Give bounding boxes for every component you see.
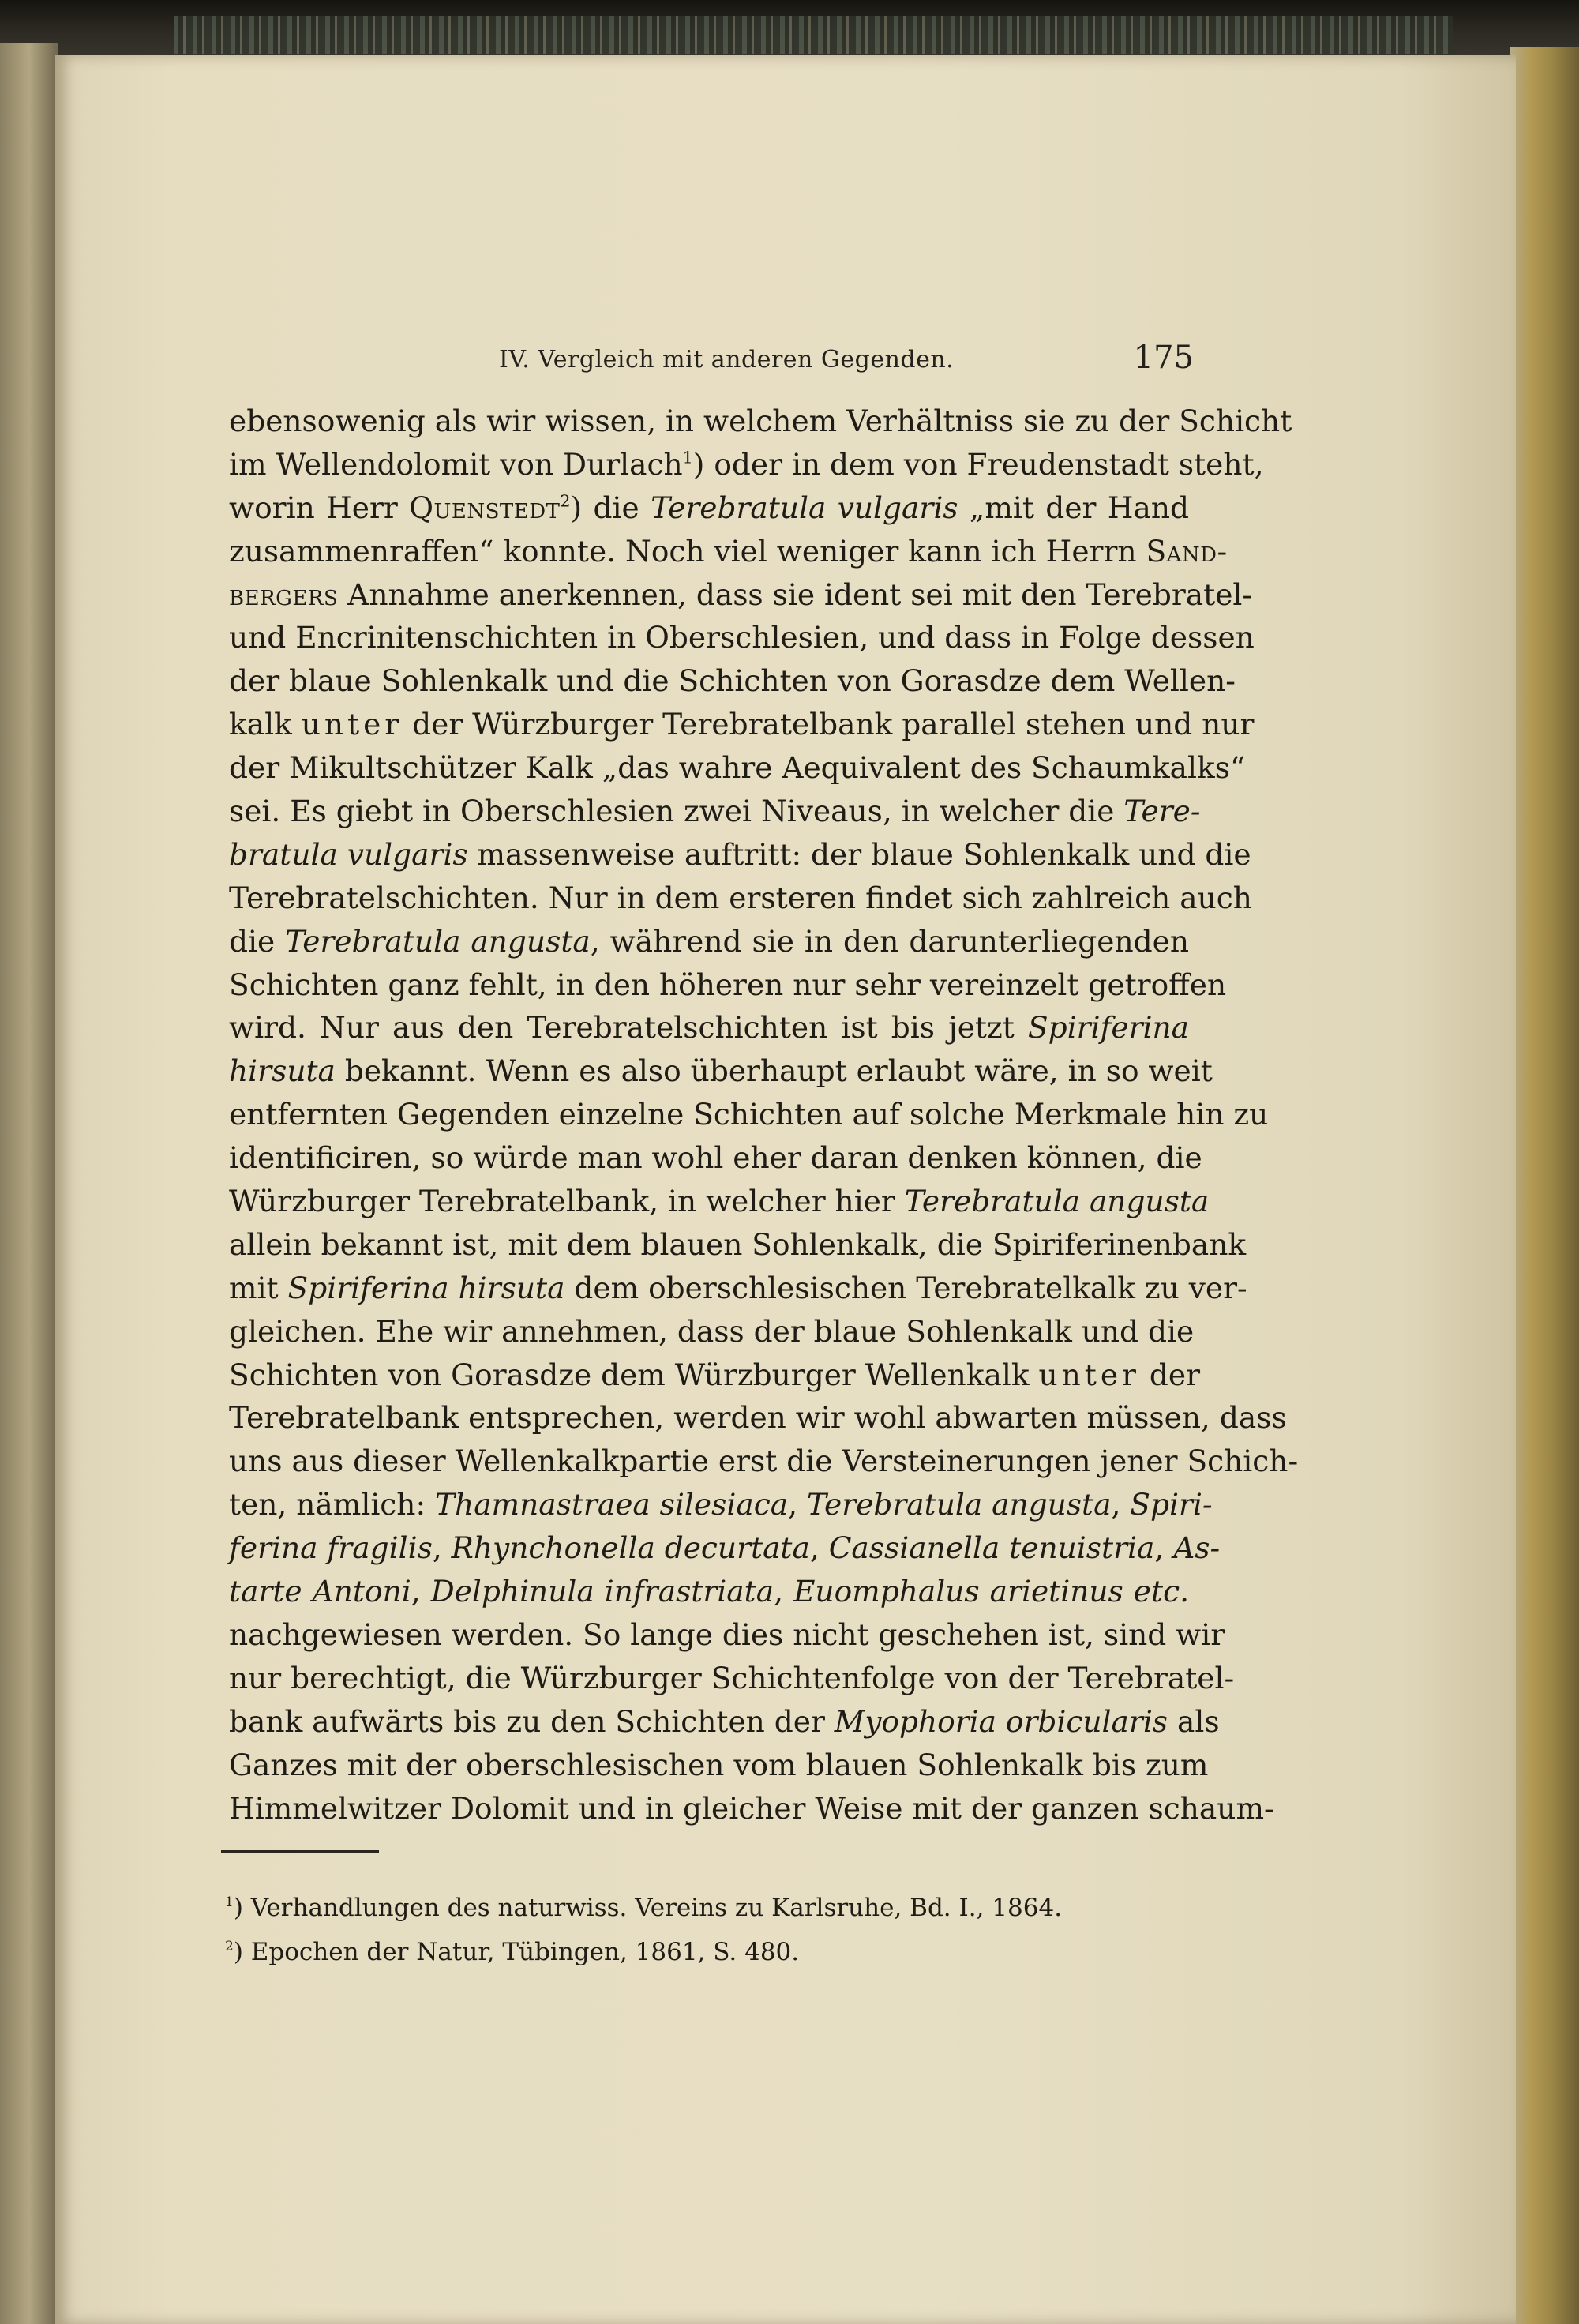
taxon-name: Spiriferina hirsuta [287, 1270, 565, 1305]
text-line: Schichten von Gorasdze dem Würzburger Wellenkalk unter der [229, 1357, 1201, 1392]
text-line: hirsuta bekannt. Wenn es also überhaupt erlaubt wäre, in so weit [229, 1053, 1213, 1089]
emphasis: unter [301, 707, 403, 742]
text-line: bank aufwärts bis zu den Schichten der Myophoria orbicularis als [229, 1703, 1220, 1739]
footnote-ref: 1 [682, 448, 693, 467]
footnote-mark: 1 [225, 1894, 234, 1911]
taxon-name: Cassianella tenuistria [828, 1530, 1155, 1566]
text-line: der Mikultschützer Kalk „das wahre Aequivalent des Schaumkalks“ [229, 750, 1246, 786]
taxon-name: Delphinula infrastriata [430, 1574, 774, 1609]
text-line: wird. Nur aus den Terebratelschichten ist bis jetzt Spiriferina [229, 1010, 1189, 1046]
page-number: 175 [1133, 340, 1194, 376]
text-line: sei. Es giebt in Oberschlesien zwei Niveaus, in welcher die Tere- [229, 794, 1201, 829]
text-line: allein bekannt ist, mit dem blauen Sohlenkalk, die Spiriferinenbank [229, 1226, 1247, 1262]
taxon-name: bratula vulgaris [229, 836, 468, 872]
emphasis: unter [1038, 1357, 1140, 1392]
body-text [229, 400, 1299, 1830]
taxon-name: Euomphalus arietinus etc. [793, 1574, 1189, 1609]
text-line: entfernten Gegenden einzelne Schichten auf solche Merkmale hin zu [229, 1097, 1269, 1132]
text-line: tarte Antoni, Delphinula infrastriata, Euomphalus arietinus etc. [229, 1574, 1189, 1609]
footnotes [225, 1886, 1172, 1974]
taxon-name: Spiriferina [1027, 1010, 1189, 1046]
text-line: nur berechtigt, die Würzburger Schichtenfolge von der Terebratel- [229, 1660, 1235, 1695]
text-line: kalk unter der Würzburger Terebratelbank parallel stehen und nur [229, 707, 1255, 742]
text-line: gleichen. Ehe wir annehmen, dass der blaue Sohlenkalk und die [229, 1313, 1195, 1349]
text-line: uns aus dieser Wellenkalkpartie erst die Versteinerungen jener Schich- [229, 1444, 1299, 1479]
facing-page-edge [0, 43, 58, 2324]
book-spine-texture [174, 16, 1453, 54]
text-line: Himmelwitzer Dolomit und in gleicher Weise mit der ganzen schaum- [229, 1790, 1274, 1826]
taxon-name: tarte Antoni [229, 1574, 411, 1609]
footnote-rule [221, 1850, 379, 1853]
text-line: zusammenraffen“ konnte. Noch viel weniger kann ich Herrn Sand- [229, 533, 1228, 569]
text-line: Ganzes mit der oberschlesischen vom blauen Sohlenkalk bis zum [229, 1747, 1209, 1782]
text-line: mit Spiriferina hirsuta dem oberschlesischen Terebratelkalk zu ver- [229, 1270, 1247, 1305]
taxon-name: As- [1173, 1530, 1221, 1566]
author-name: bergers [229, 576, 339, 612]
text-line: worin Herr Quenstedt$^2$) die Terebratula vulgaris „mit der Hand [229, 490, 1189, 525]
footnote-1: $^1$) Verhandlungen des naturwiss. Vereins zu Karlsruhe, Bd. I., 1864. [225, 1894, 1063, 1922]
text-line: ferina fragilis, Rhynchonella decurtata, Cassianella tenuistria, As- [229, 1530, 1221, 1566]
text-line: und Encrinitenschichten in Oberschlesien, und dass in Folge dessen [229, 620, 1255, 655]
taxon-name: Spiri- [1130, 1487, 1213, 1522]
text-line: nachgewiesen werden. So lange dies nicht geschehen ist, sind wir [229, 1616, 1225, 1652]
taxon-name: ferina fragilis [229, 1530, 433, 1566]
text-line: im Wellendolomit von Durlach$^1$) oder in dem von Freudenstadt steht, [229, 446, 1264, 482]
page-stack-edge [1510, 47, 1579, 2324]
taxon-name: hirsuta [229, 1053, 336, 1089]
footnote-ref: 2 [560, 491, 571, 511]
taxon-name: Thamnastraea silesiaca [435, 1487, 789, 1522]
text-line: Terebratelschichten. Nur in dem ersteren findet sich zahlreich auch [229, 880, 1252, 915]
taxon-name: Tere- [1123, 794, 1201, 829]
text-line: die Terebratula angusta, während sie in den darunterliegenden [229, 923, 1189, 959]
author-name: Sand- [1146, 533, 1228, 569]
footnote-2: $^2$) Epochen der Natur, Tübingen, 1861, S. 480. [225, 1938, 800, 1966]
footnote-mark: 2 [225, 1939, 234, 1955]
text-line: identificiren, so würde man wohl eher daran denken können, die [229, 1140, 1202, 1176]
taxon-name: Terebratula angusta [806, 1487, 1112, 1522]
page-header [499, 340, 1194, 387]
text-line: bratula vulgaris massenweise auftritt: der blaue Sohlenkalk und die [229, 836, 1251, 872]
running-head: IV. Vergleich mit anderen Gegenden. [499, 346, 955, 374]
text-line: ebensowenig als wir wissen, in welchem Verhältniss sie zu der Schicht [229, 404, 1292, 438]
text-line: Terebratelbank entsprechen, werden wir wohl abwarten müssen, dass [229, 1400, 1287, 1436]
taxon-name: Terebratula angusta [904, 1184, 1210, 1219]
taxon-name: Rhynchonella decurtata [451, 1530, 810, 1566]
text-line: ten, nämlich: Thamnastraea silesiaca, Terebratula angusta, Spiri- [229, 1487, 1213, 1522]
text-line: bergers Annahme anerkennen, dass sie ident sei mit den Terebratel- [229, 576, 1253, 612]
author-name: Quenstedt [409, 490, 561, 525]
text-line: der blaue Sohlenkalk und die Schichten von Gorasdze dem Wellen- [229, 663, 1236, 699]
taxon-name: Myophoria orbicularis [834, 1703, 1168, 1739]
taxon-name: Terebratula vulgaris [651, 490, 958, 525]
text-line: Würzburger Terebratelbank, in welcher hier Terebratula angusta [229, 1184, 1210, 1219]
taxon-name: Terebratula angusta [285, 923, 591, 959]
text-line: Schichten ganz fehlt, in den höheren nur sehr vereinzelt getroffen [229, 967, 1227, 1002]
